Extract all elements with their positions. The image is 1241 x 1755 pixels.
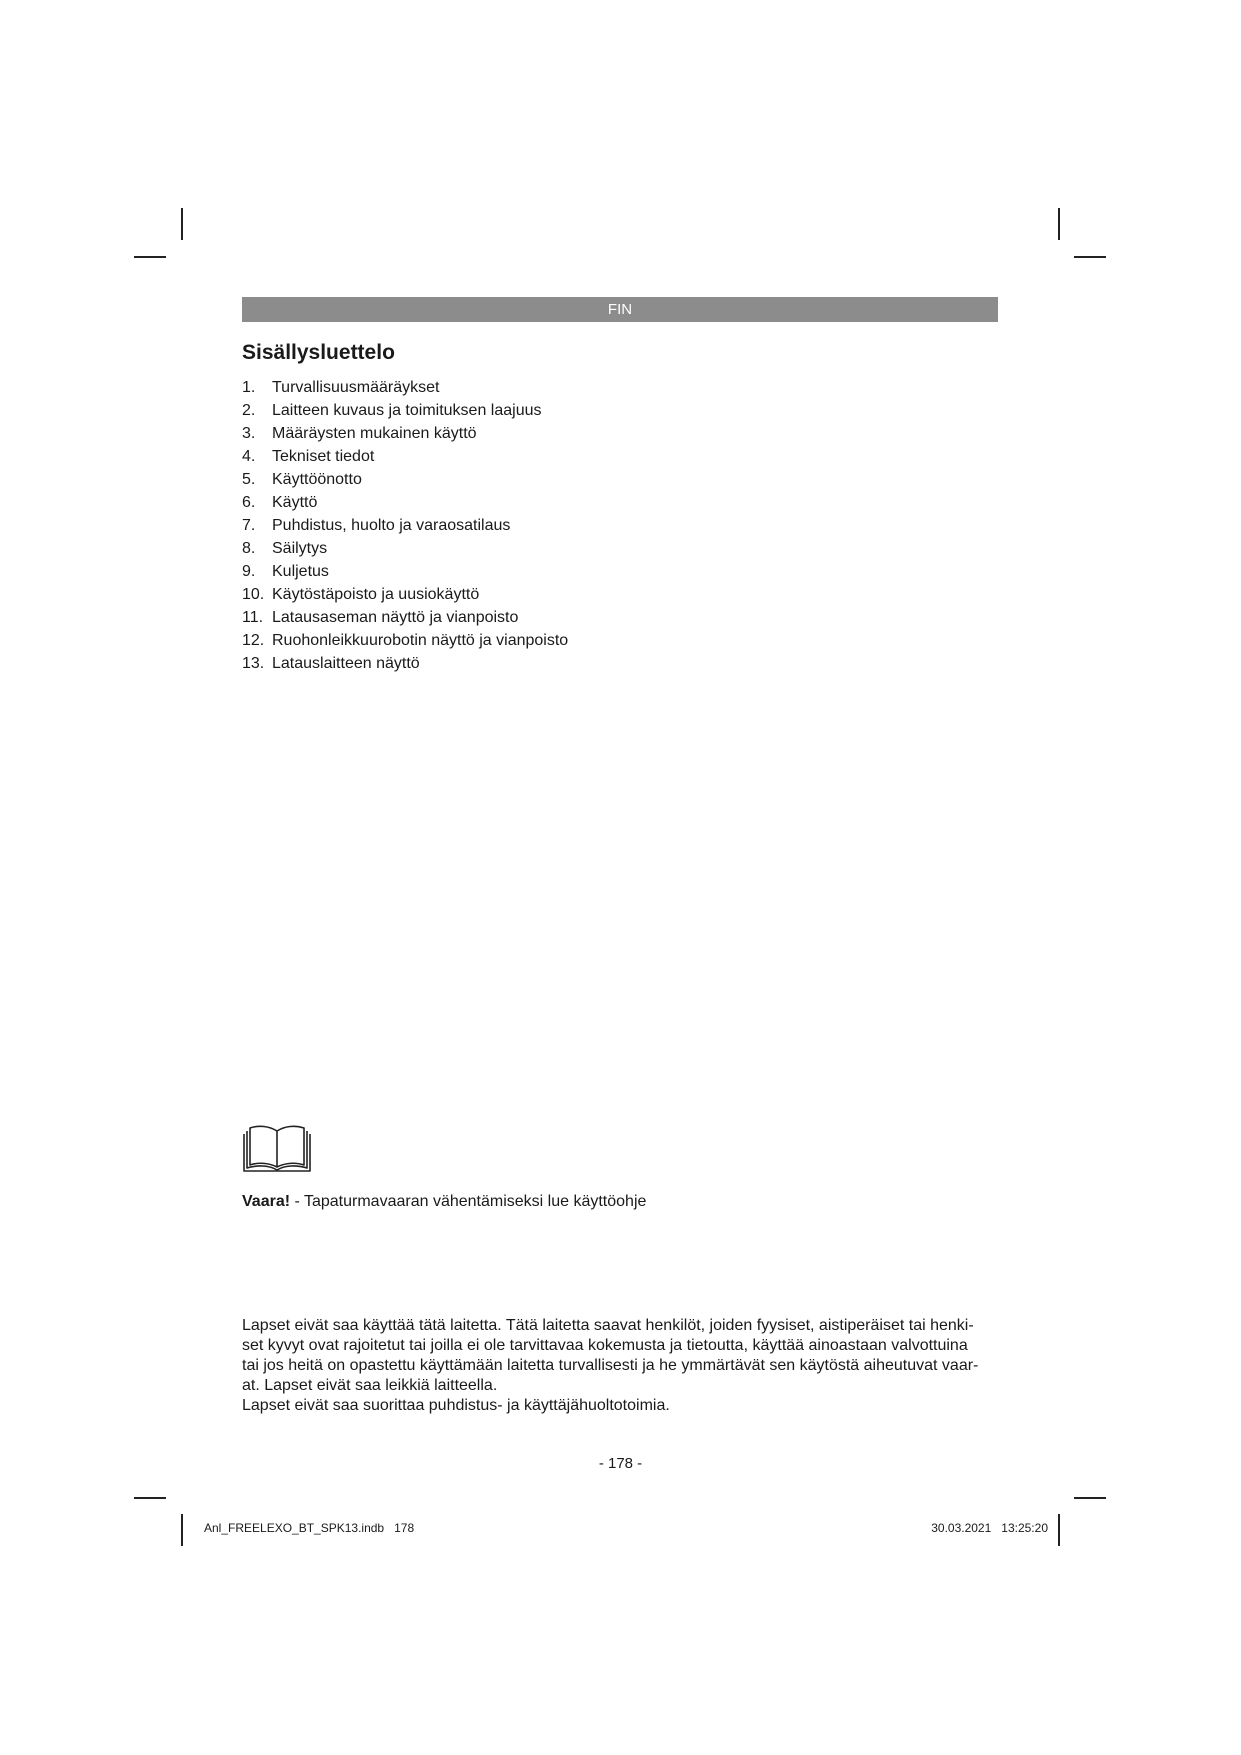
toc-item-number: 12. bbox=[242, 632, 265, 649]
toc-item-number: 11. bbox=[242, 609, 264, 626]
toc-item-label: Ruohonleikkuurobotin näyttö ja vianpoisto bbox=[272, 632, 569, 649]
print-file-info: Anl_FREELEXO_BT_SPK13.indb 178 bbox=[204, 1521, 415, 1535]
toc-item-number: 1. bbox=[242, 379, 256, 396]
page-number: - 178 - bbox=[598, 1455, 643, 1472]
toc-item-number: 2. bbox=[242, 402, 256, 419]
toc-item bbox=[242, 376, 568, 399]
crop-mark-bottom-right-horizontal bbox=[1074, 1497, 1106, 1499]
crop-mark-top-right-horizontal bbox=[1074, 256, 1106, 258]
toc-item bbox=[242, 491, 568, 514]
toc-item bbox=[242, 606, 568, 629]
toc-item bbox=[242, 468, 568, 491]
crop-mark-bottom-left-vertical bbox=[181, 1514, 183, 1546]
toc-title: Sisällysluettelo bbox=[242, 341, 395, 364]
toc-item-label: Latausaseman näyttö ja vianpoisto bbox=[272, 609, 519, 626]
toc-item bbox=[242, 422, 568, 445]
paragraph-line: Lapset eivät saa käyttää tätä laitetta. Tätä laitetta saavat henkilöt, joiden fyysiset, aistiperäiset tai henki- bbox=[242, 1317, 974, 1334]
toc-item bbox=[242, 445, 568, 468]
paragraph-line: tai jos heitä on opastettu käyttämään laitetta turvallisesti ja he ymmärtävät sen käytöstä aiheutuvat vaar- bbox=[242, 1357, 979, 1374]
toc-item-number: 8. bbox=[242, 540, 256, 557]
language-label: FIN bbox=[607, 301, 633, 318]
safety-paragraph bbox=[242, 1316, 998, 1416]
book-icon bbox=[242, 1124, 312, 1174]
toc-item bbox=[242, 514, 568, 537]
toc-item bbox=[242, 560, 568, 583]
toc-item bbox=[242, 629, 568, 652]
paragraph-line: set kyvyt ovat rajoitetut tai joilla ei ole tarvittavaa kokemusta ja tietoutta, käyttää ainoastaan valvottuina bbox=[242, 1337, 968, 1354]
toc-item-label: Käyttö bbox=[272, 494, 318, 511]
crop-mark-top-right-vertical bbox=[1058, 208, 1060, 240]
toc-item-label: Määräysten mukainen käyttö bbox=[272, 425, 477, 442]
toc-item-number: 6. bbox=[242, 494, 256, 511]
toc-item-label: Käyttöönotto bbox=[272, 471, 362, 488]
toc-item-label: Laitteen kuvaus ja toimituksen laajuus bbox=[272, 402, 542, 419]
crop-mark-top-left-horizontal bbox=[134, 256, 166, 258]
toc-item-number: 3. bbox=[242, 425, 256, 442]
paragraph-line: Lapset eivät saa suorittaa puhdistus- ja käyttäjähuoltotoimia. bbox=[242, 1397, 670, 1414]
warning-label: Vaara! bbox=[242, 1193, 291, 1210]
toc-item-number: 4. bbox=[242, 448, 256, 465]
toc-item-number: 5. bbox=[242, 471, 256, 488]
language-header-bar bbox=[242, 297, 998, 322]
print-timestamp: 30.03.2021 13:25:20 bbox=[931, 1521, 1048, 1535]
toc-item-number: 7. bbox=[242, 517, 256, 534]
toc-list bbox=[242, 376, 568, 675]
toc-item bbox=[242, 652, 568, 675]
toc-item-label: Turvallisuusmääräykset bbox=[272, 379, 440, 396]
toc-item bbox=[242, 537, 568, 560]
warning-line bbox=[242, 1191, 646, 1213]
toc-item-label: Säilytys bbox=[272, 540, 328, 557]
toc-item-number: 13. bbox=[242, 655, 265, 672]
toc-item-label: Käytöstäpoisto ja uusiokäyttö bbox=[272, 586, 480, 603]
toc-item-label: Tekniset tiedot bbox=[272, 448, 375, 465]
crop-mark-bottom-right-vertical bbox=[1058, 1514, 1060, 1546]
toc-item-number: 9. bbox=[242, 563, 256, 580]
warning-text: - Tapaturmavaaran vähentämiseksi lue käyttöohje bbox=[290, 1193, 647, 1210]
toc-item bbox=[242, 583, 568, 606]
toc-item-number: 10. bbox=[242, 586, 265, 603]
paragraph-line: at. Lapset eivät saa leikkiä laitteella. bbox=[242, 1377, 498, 1394]
crop-mark-top-left-vertical bbox=[181, 208, 183, 240]
toc-item-label: Puhdistus, huolto ja varaosatilaus bbox=[272, 517, 511, 534]
toc-item bbox=[242, 399, 568, 422]
toc-item-label: Latauslaitteen näyttö bbox=[272, 655, 420, 672]
toc-item-label: Kuljetus bbox=[272, 563, 329, 580]
crop-mark-bottom-left-horizontal bbox=[134, 1497, 166, 1499]
